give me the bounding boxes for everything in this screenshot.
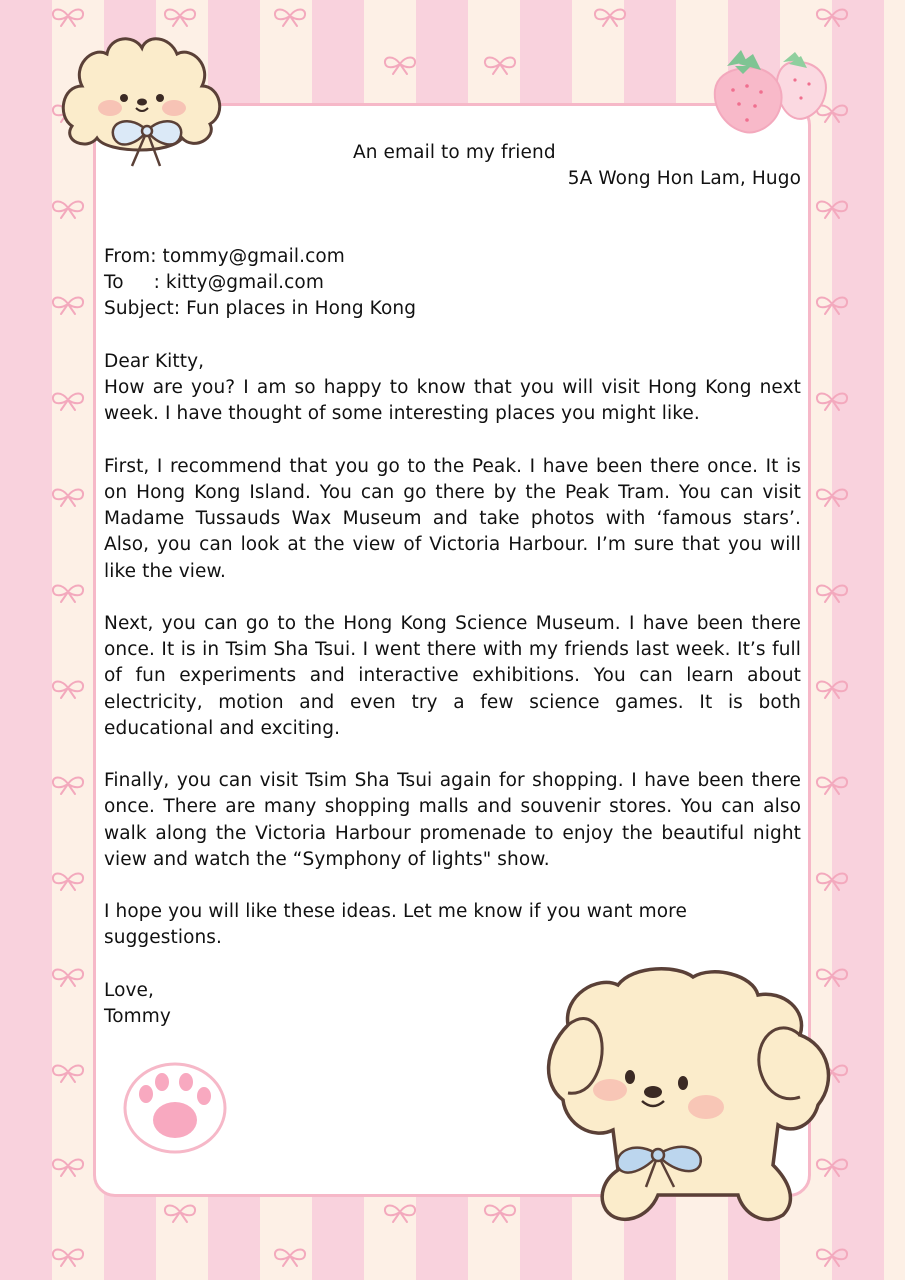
letter-paragraph-shopping: Finally, you can visit Tsim Sha Tsui again for shopping. I have been there once. There are many shopping malls and souvenir stores. You can also walk along the Victoria Harbour promenade to enjoy the beautiful night view and watch the “Symphony of lights" show. bbox=[104, 770, 801, 870]
puppy-head-icon bbox=[52, 26, 232, 176]
email-subject: Subject: Fun places in Hong Kong bbox=[104, 298, 417, 320]
letter-paragraph-peak: First, I recommend that you go to the Peak. I have been there once. It is on Hong Kong Island. You can go there by the Peak Tram. You can visit Madame Tussauds Wax Museum and take photos with ‘famous stars’. Also, you can look at the view of Victoria Harbour. I’m sure that you will like the view. bbox=[104, 455, 801, 582]
email-from: From: tommy@gmail.com bbox=[104, 246, 345, 267]
letter-intro: How are you? I am so happy to know that you will visit Hong Kong next week. I have thought of some interesting places you might like. bbox=[104, 377, 801, 425]
puppy-with-bow-icon bbox=[538, 965, 838, 1230]
bow-column-left bbox=[53, 10, 83, 1267]
strawberry-icon bbox=[705, 40, 835, 140]
email-header bbox=[104, 244, 801, 323]
bow-row-bottom bbox=[165, 1206, 515, 1267]
letter-signature: Tommy bbox=[104, 1006, 171, 1027]
letter-greeting: Dear Kitty, bbox=[104, 351, 205, 372]
letter-sign-off: Love, bbox=[104, 979, 155, 1001]
letter-paragraph-science-museum: Next, you can go to the Hong Kong Science Museum. I have been there once. It is in Tsim Sha Tsui. I went there with my friends last week. It’s full of fun experiments and interactive exhibitions. You can learn about electricity, motion and even try a few science games. It is both educational and exciting. bbox=[104, 613, 801, 739]
letter-body bbox=[104, 349, 801, 1030]
email-to: To : kitty@gmail.com bbox=[104, 272, 324, 294]
document-title: An email to my friend bbox=[353, 142, 556, 163]
paw-print-icon bbox=[120, 1058, 230, 1158]
letter-closing-line: I hope you will like these ideas. Let me know if you want more suggestions. bbox=[104, 901, 687, 949]
document-author: 5A Wong Hon Lam, Hugo bbox=[567, 168, 801, 189]
bow-row-top bbox=[165, 10, 625, 75]
